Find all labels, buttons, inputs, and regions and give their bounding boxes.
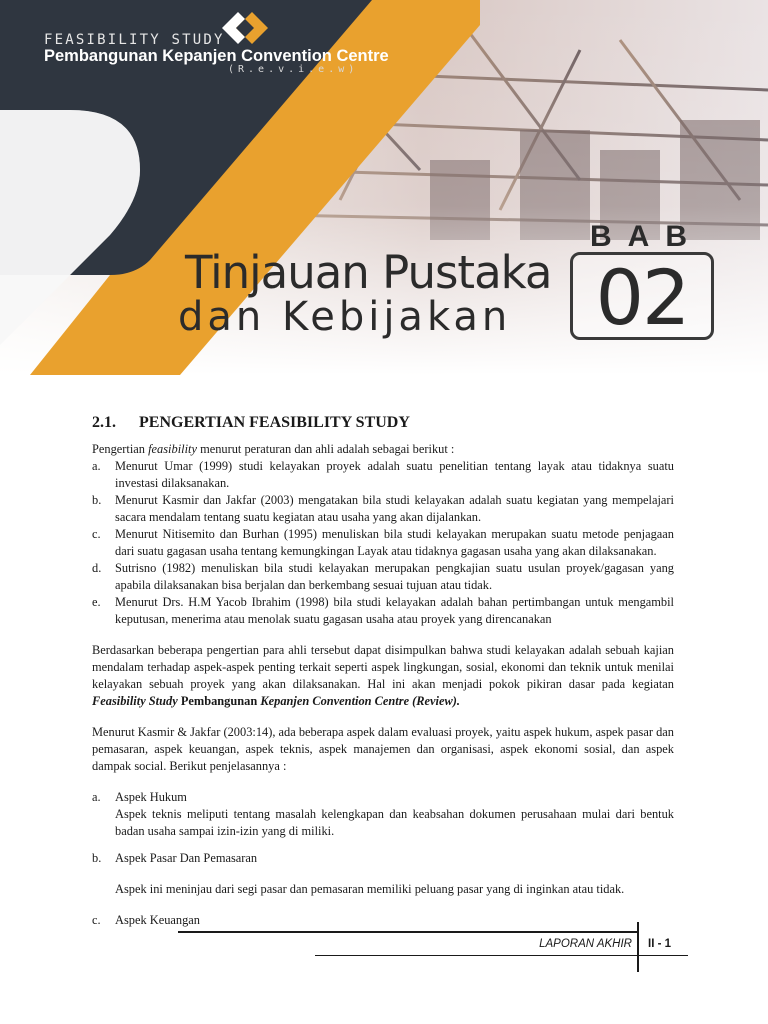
aspect-title: Aspek Hukum xyxy=(115,790,187,804)
aspect-text: Aspek teknis meliputi tentang masalah kelengkapan dan keabsahan dokumen perusahaan mulai dari bentuk badan usaha sampai izin-izin yang di miliki. xyxy=(115,807,674,838)
intro-italic: feasibility xyxy=(148,442,197,456)
footer-page-number: II - 1 xyxy=(648,938,672,950)
conclusion-paragraph xyxy=(92,642,674,710)
bab-number: 02 xyxy=(595,253,689,342)
document-body xyxy=(92,414,674,929)
list-item-label: b. xyxy=(92,493,102,507)
intro-suffix: menurut peraturan dan ahli adalah sebagai berikut : xyxy=(196,442,455,456)
list-item xyxy=(92,492,674,526)
list-item xyxy=(92,594,674,628)
chapter-title-line1: Tinjauan Pustaka xyxy=(185,246,552,299)
list-item-text: Menurut Nitisemito dan Burhan (1995) menuliskan bila studi kelayakan merupakan suatu metode penjagaan dari suatu gagasan usaha tentang kemungkingan Layak atau tidaknya gagasan usaha yang akan dilaksanakan. xyxy=(115,527,674,558)
section-title: PENGERTIAN FEASIBILITY STUDY xyxy=(139,414,410,431)
section-number: 2.1. xyxy=(92,414,116,431)
list-item xyxy=(92,458,674,492)
footer-divider xyxy=(637,922,639,972)
intro-paragraph xyxy=(92,441,674,458)
chapter-header-banner xyxy=(0,0,768,375)
footer-rule-top xyxy=(178,931,638,933)
list-item-label: e. xyxy=(92,595,101,609)
aspect-heading xyxy=(92,850,674,867)
list-item-label: d. xyxy=(92,561,102,575)
list-item xyxy=(92,560,674,594)
aspect-label: a. xyxy=(92,790,101,804)
bab-label: BAB xyxy=(590,220,703,253)
aspect-list xyxy=(92,789,674,929)
aspect-label: c. xyxy=(92,913,101,927)
aspect-heading xyxy=(92,789,674,806)
list-item-text: Menurut Kasmir dan Jakfar (2003) mengatakan bila studi kelayakan adalah suatu kegiatan yang mempelajari sacara mendalam tentang suatu kegiatan atau usaha yang akan dijalankan. xyxy=(115,493,674,524)
aspect-label: b. xyxy=(92,851,102,865)
conclusion-text: Berdasarkan beberapa pengertian para ahli tersebut dapat disimpulkan bahwa studi kelayakan adalah sebuah kajian mendalam terhadap aspek-aspek penting terkait seperti aspek lingkungan, sosial, ekonomi dan teknik untuk menilai kelayakan sebuah proyek yang akan dilaksanakan. Hal ini akan menjadi pokok pikiran dasar pada kegiatan xyxy=(92,643,674,691)
list-item-text: Menurut Drs. H.M Yacob Ibrahim (1998) bila studi kelayakan adalah bahan pertimbangan untuk mengambil keputusan, menerima atau menolak suatu gagasan usaha atau proyek yang direncanakan xyxy=(115,595,674,626)
conclusion-bold-italic-2: Kepanjen Convention Centre (Review). xyxy=(260,694,460,708)
definition-list xyxy=(92,458,674,628)
bab-number-box xyxy=(570,252,714,340)
list-item-label: c. xyxy=(92,527,101,541)
conclusion-bold-italic-1: Feasibility Study xyxy=(92,694,178,708)
list-item-label: a. xyxy=(92,459,101,473)
aspect-text: Aspek ini meninjau dari segi pasar dan pemasaran memiliki peluang pasar yang di inginkan atau tidak. xyxy=(115,882,625,896)
list-item-text: Menurut Umar (1999) studi kelayakan proyek adalah suatu penelitian tentang layak atau tidaknya suatu investasi dilaksanakan. xyxy=(115,459,674,490)
footer-report-label: LAPORAN AKHIR xyxy=(539,938,632,950)
aspect-title: Aspek Pasar Dan Pemasaran xyxy=(115,851,258,865)
list-item xyxy=(92,526,674,560)
kasmir-paragraph: Menurut Kasmir & Jakfar (2003:14), ada beberapa aspek dalam evaluasi proyek, yaitu aspek hukum, aspek pasar dan pemasaran, aspek keuangan, aspek teknis, aspek manajemen dan organisasi, aspek ekonomi sosial, dan aspek dampak social. Berikut penjelasannya : xyxy=(92,725,674,773)
intro-prefix: Pengertian xyxy=(92,442,149,456)
aspect-heading xyxy=(92,912,674,929)
project-title: Pembangunan Kepanjen Convention Centre xyxy=(44,47,389,65)
footer-rule-bottom xyxy=(315,955,688,956)
aspect-title: Aspek Keuangan xyxy=(115,913,200,927)
conclusion-bold: Pembangunan xyxy=(177,694,261,708)
feasibility-study-label: FEASIBILITY STUDY xyxy=(44,32,225,48)
chapter-title-line2: dan Kebijakan xyxy=(178,294,512,340)
review-label: (R.e.v.i.e.w) xyxy=(228,64,359,75)
list-item-text: Sutrisno (1982) menuliskan bila studi kelayakan merupakan pengkajian suatu usulan proyek/gagasan yang apabila dilaksanakan bisa berjalan dan berkembang sesuai tujuan atau tidak. xyxy=(115,561,674,592)
section-heading xyxy=(92,414,674,431)
